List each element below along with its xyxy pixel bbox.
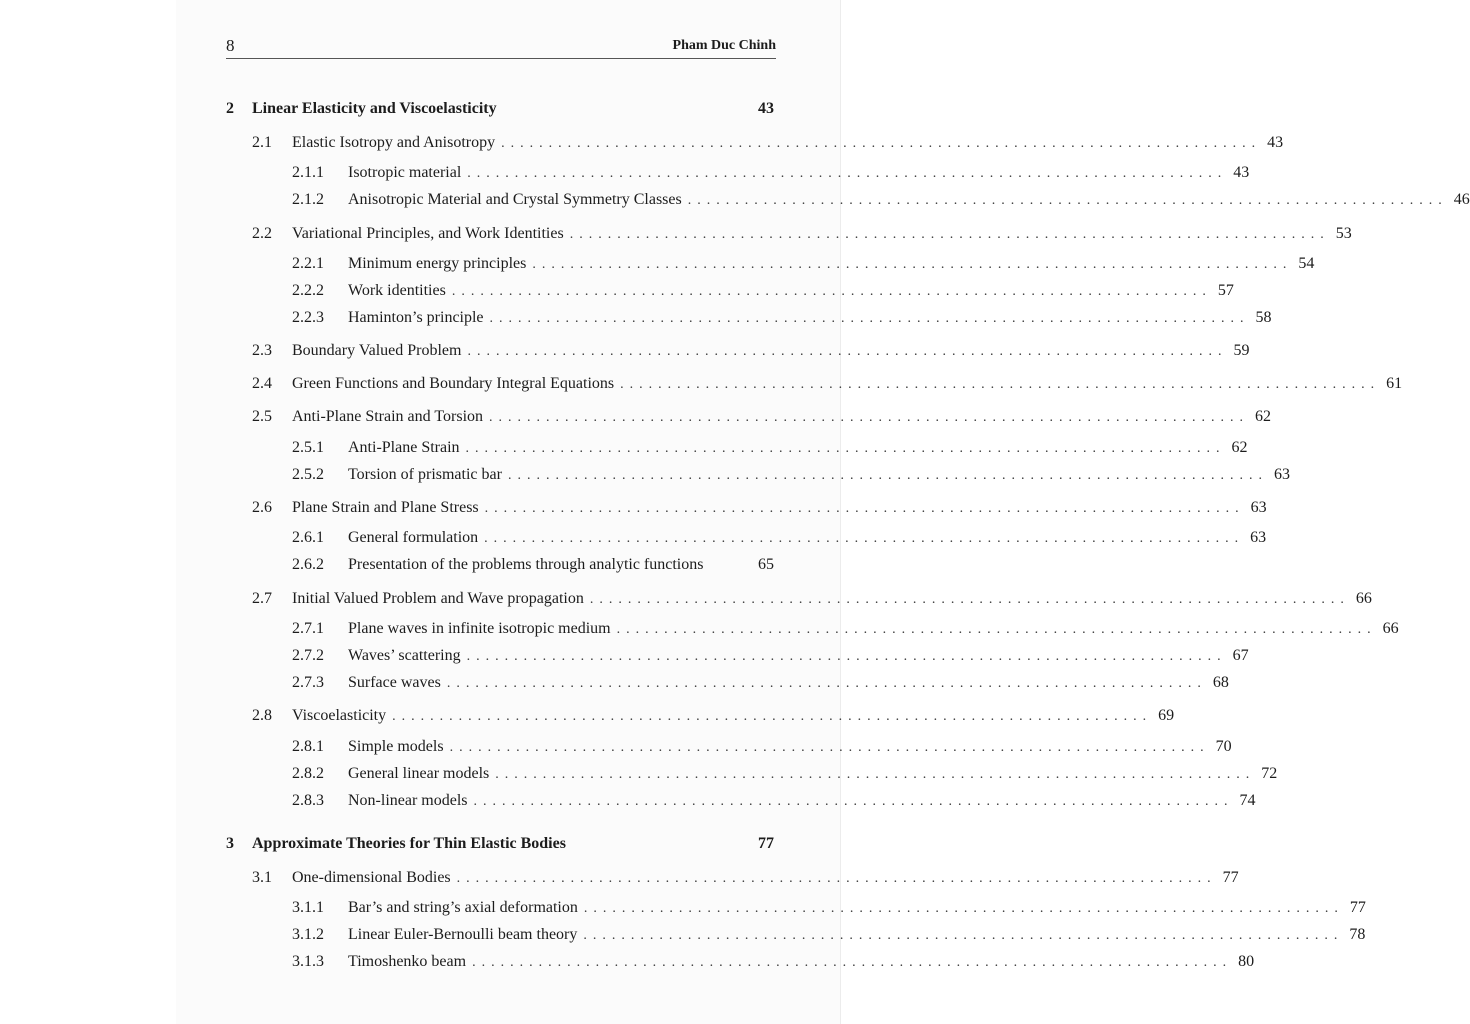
toc-entry-title: Bar’s and string’s axial deformation xyxy=(348,899,578,916)
toc-entry-section xyxy=(252,707,1175,729)
toc-entry-subsection xyxy=(292,556,774,578)
toc-entry-subsection xyxy=(292,620,1399,642)
toc-dot-leader: ................................................................................ xyxy=(583,901,1344,916)
toc-entry-number: 2.8.1 xyxy=(292,738,324,755)
toc-entry-number: 2.7.2 xyxy=(292,647,324,664)
toc-entry-subsection xyxy=(292,674,1229,696)
toc-entry-subsection xyxy=(292,926,1366,948)
toc-entry-title: General formulation xyxy=(348,529,479,546)
toc-dot-leader: ................................................................................ xyxy=(501,136,1262,151)
toc-entry-page: 43 xyxy=(1267,134,1284,151)
toc-entry-section xyxy=(252,590,1372,612)
toc-entry-subsection xyxy=(292,792,1256,814)
toc-entry-page: 66 xyxy=(1355,590,1372,607)
toc-entry-title: Anti-Plane Strain and Torsion xyxy=(292,408,484,425)
toc-entry-subsection xyxy=(292,765,1278,787)
toc-entry-chapter xyxy=(226,835,774,857)
toc-dot-leader: ................................................................................ xyxy=(446,676,1207,691)
toc-dot-leader: ................................................................................ xyxy=(449,740,1210,755)
toc-dot-leader: ................................................................................ xyxy=(456,871,1217,886)
toc-dot-leader: ................................................................................ xyxy=(569,227,1330,242)
page-number: 8 xyxy=(226,36,235,55)
toc-dot-leader: ................................................................................ xyxy=(495,767,1256,782)
toc-entry-number: 2.6 xyxy=(252,499,272,516)
toc-entry-number: 2.1.1 xyxy=(292,164,324,181)
toc-entry-title: Green Functions and Boundary Integral Equations xyxy=(292,375,615,392)
toc-entry-title: Waves’ scattering xyxy=(348,647,461,664)
toc-entry-number: 2.1.2 xyxy=(292,191,324,208)
toc-entry-subsection xyxy=(292,647,1249,669)
toc-entry-title: Elastic Isotropy and Anisotropy xyxy=(292,134,496,151)
toc-entry-title: Linear Euler-Bernoulli beam theory xyxy=(348,926,578,943)
toc-entry-title: Work identities xyxy=(348,282,446,299)
toc-entry-title: Minimum energy principles xyxy=(348,255,527,272)
toc-entry-page: 62 xyxy=(1231,439,1248,456)
toc-entry-page: 77 xyxy=(758,835,774,852)
toc-entry-title: Plane waves in infinite isotropic medium xyxy=(348,620,611,637)
toc-entry-number: 2.8.3 xyxy=(292,792,324,809)
toc-entry-number: 2.8 xyxy=(252,707,272,724)
toc-entry-page: 70 xyxy=(1215,738,1232,755)
toc-entry-number: 2 xyxy=(226,100,234,117)
toc-entry-section xyxy=(252,499,1267,521)
toc-dot-leader: ................................................................................ xyxy=(465,441,1226,456)
toc-entry-number: 2.8.2 xyxy=(292,765,324,782)
toc-dot-leader: ................................................................................ xyxy=(489,410,1250,425)
toc-entry-subsection xyxy=(292,164,1250,186)
toc-entry-number: 2.3 xyxy=(252,342,272,359)
toc-entry-page: 62 xyxy=(1255,408,1272,425)
toc-entry-number: 3 xyxy=(226,835,234,852)
toc-dot-leader: ................................................................................ xyxy=(484,531,1245,546)
toc-entry-number: 3.1.3 xyxy=(292,953,324,970)
toc-entry-page: 72 xyxy=(1261,765,1278,782)
toc-entry-subsection xyxy=(292,529,1267,551)
toc-entry-number: 2.5.1 xyxy=(292,439,324,456)
toc-entry-page: 58 xyxy=(1255,309,1272,326)
toc-entry-page: 54 xyxy=(1298,255,1315,272)
toc-entry-number: 2.6.2 xyxy=(292,556,324,573)
toc-entry-title: Haminton’s principle xyxy=(348,309,484,326)
toc-entry-page: 43 xyxy=(758,100,774,117)
toc-entry-page: 78 xyxy=(1349,926,1366,943)
toc-entry-page: 74 xyxy=(1239,792,1256,809)
toc-entry-subsection xyxy=(292,309,1272,331)
toc-entry-title: Anti-Plane Strain xyxy=(348,439,460,456)
toc-entry-number: 2.6.1 xyxy=(292,529,324,546)
toc-entry-title: Surface waves xyxy=(348,674,441,691)
toc-entry-title: Torsion of prismatic bar xyxy=(348,466,502,483)
toc-dot-leader: ................................................................................ xyxy=(589,592,1350,607)
toc-entry-page: 59 xyxy=(1233,342,1250,359)
toc-entry-title: Boundary Valued Problem xyxy=(292,342,462,359)
toc-dot-leader: ................................................................................ xyxy=(620,377,1381,392)
toc-entry-page: 77 xyxy=(1222,869,1239,886)
toc-entry-number: 2.7.3 xyxy=(292,674,324,691)
toc-dot-leader: ................................................................................ xyxy=(489,311,1250,326)
toc-entry-section xyxy=(252,408,1272,430)
toc-dot-leader: ................................................................................ xyxy=(532,257,1293,272)
toc-entry-section xyxy=(252,134,1284,156)
toc-dot-leader: ................................................................................ xyxy=(472,955,1233,970)
toc-entry-page: 61 xyxy=(1386,375,1403,392)
toc-entry-title: Isotropic material xyxy=(348,164,462,181)
toc-entry-page: 53 xyxy=(1335,225,1352,242)
toc-entry-title: Presentation of the problems through analytic functions xyxy=(348,556,704,573)
toc-entry-section xyxy=(252,225,1352,247)
toc-entry-number: 2.7.1 xyxy=(292,620,324,637)
toc-entry-subsection xyxy=(292,255,1315,277)
toc-entry-title: Viscoelasticity xyxy=(292,707,387,724)
toc-entry-title: General linear models xyxy=(348,765,490,782)
toc-dot-leader: ................................................................................ xyxy=(466,649,1227,664)
toc-entry-page: 65 xyxy=(758,556,774,573)
toc-entry-page: 67 xyxy=(1232,647,1249,664)
toc-dot-leader: ................................................................................ xyxy=(473,794,1234,809)
toc-entry-number: 2.2.3 xyxy=(292,309,324,326)
toc-entry-title: Approximate Theories for Thin Elastic Bodies xyxy=(252,835,566,852)
toc-entry-number: 2.1 xyxy=(252,134,272,151)
toc-entry-subsection xyxy=(292,191,1470,213)
toc-entry-title: Non-linear models xyxy=(348,792,468,809)
toc-dot-leader: ................................................................................ xyxy=(484,501,1245,516)
toc-entry-title: Initial Valued Problem and Wave propagation xyxy=(292,590,584,607)
toc-entry-subsection xyxy=(292,466,1290,488)
toc-dot-leader: ................................................................................ xyxy=(583,928,1344,943)
toc-entry-subsection xyxy=(292,738,1232,760)
toc-entry-page: 43 xyxy=(1233,164,1250,181)
toc-dot-leader: ................................................................................ xyxy=(451,284,1212,299)
toc-entry-chapter xyxy=(226,100,774,122)
toc-entry-number: 3.1.2 xyxy=(292,926,324,943)
toc-entry-number: 3.1.1 xyxy=(292,899,324,916)
toc-entry-number: 2.2.2 xyxy=(292,282,324,299)
toc-entry-title: One-dimensional Bodies xyxy=(292,869,451,886)
toc-entry-subsection xyxy=(292,899,1366,921)
toc-entry-page: 63 xyxy=(1250,499,1267,516)
toc-dot-leader: ................................................................................ xyxy=(392,709,1153,724)
toc-entry-section xyxy=(252,342,1250,364)
running-head-author: Pham Duc Chinh xyxy=(672,38,776,53)
toc-entry-title: Anisotropic Material and Crystal Symmetry Classes xyxy=(348,191,682,208)
toc-entry-title: Plane Strain and Plane Stress xyxy=(292,499,479,516)
toc-entry-number: 2.2.1 xyxy=(292,255,324,272)
toc-entry-section xyxy=(252,375,1403,397)
toc-entry-page: 63 xyxy=(1250,529,1267,546)
toc-dot-leader: ................................................................................ xyxy=(467,166,1228,181)
toc-entry-title: Variational Principles, and Work Identities xyxy=(292,225,564,242)
toc-dot-leader: ................................................................................ xyxy=(687,193,1448,208)
toc-entry-title: Simple models xyxy=(348,738,444,755)
toc-entry-title: Linear Elasticity and Viscoelasticity xyxy=(252,100,497,117)
toc-entry-subsection xyxy=(292,282,1234,304)
toc-dot-leader: ................................................................................ xyxy=(467,344,1228,359)
toc-entry-number: 2.5 xyxy=(252,408,272,425)
toc-entry-number: 2.5.2 xyxy=(292,466,324,483)
toc-entry-number: 2.2 xyxy=(252,225,272,242)
toc-entry-page: 80 xyxy=(1238,953,1255,970)
toc-entry-page: 68 xyxy=(1212,674,1229,691)
toc-entry-page: 63 xyxy=(1273,466,1290,483)
toc-entry-page: 57 xyxy=(1217,282,1234,299)
toc-entry-title: Timoshenko beam xyxy=(348,953,467,970)
toc-entry-number: 2.4 xyxy=(252,375,272,392)
toc-entry-number: 2.7 xyxy=(252,590,272,607)
toc-entry-subsection xyxy=(292,953,1255,975)
toc-entry-section xyxy=(252,869,1239,891)
toc-dot-leader: ................................................................................ xyxy=(507,468,1268,483)
page-header xyxy=(226,36,776,59)
toc-entry-page: 77 xyxy=(1349,899,1366,916)
toc-entry-page: 46 xyxy=(1453,191,1470,208)
toc-dot-leader: ................................................................................ xyxy=(616,622,1377,637)
toc-entry-number: 3.1 xyxy=(252,869,272,886)
toc-entry-subsection xyxy=(292,439,1248,461)
toc-entry-page: 69 xyxy=(1158,707,1175,724)
toc-entry-page: 66 xyxy=(1382,620,1399,637)
